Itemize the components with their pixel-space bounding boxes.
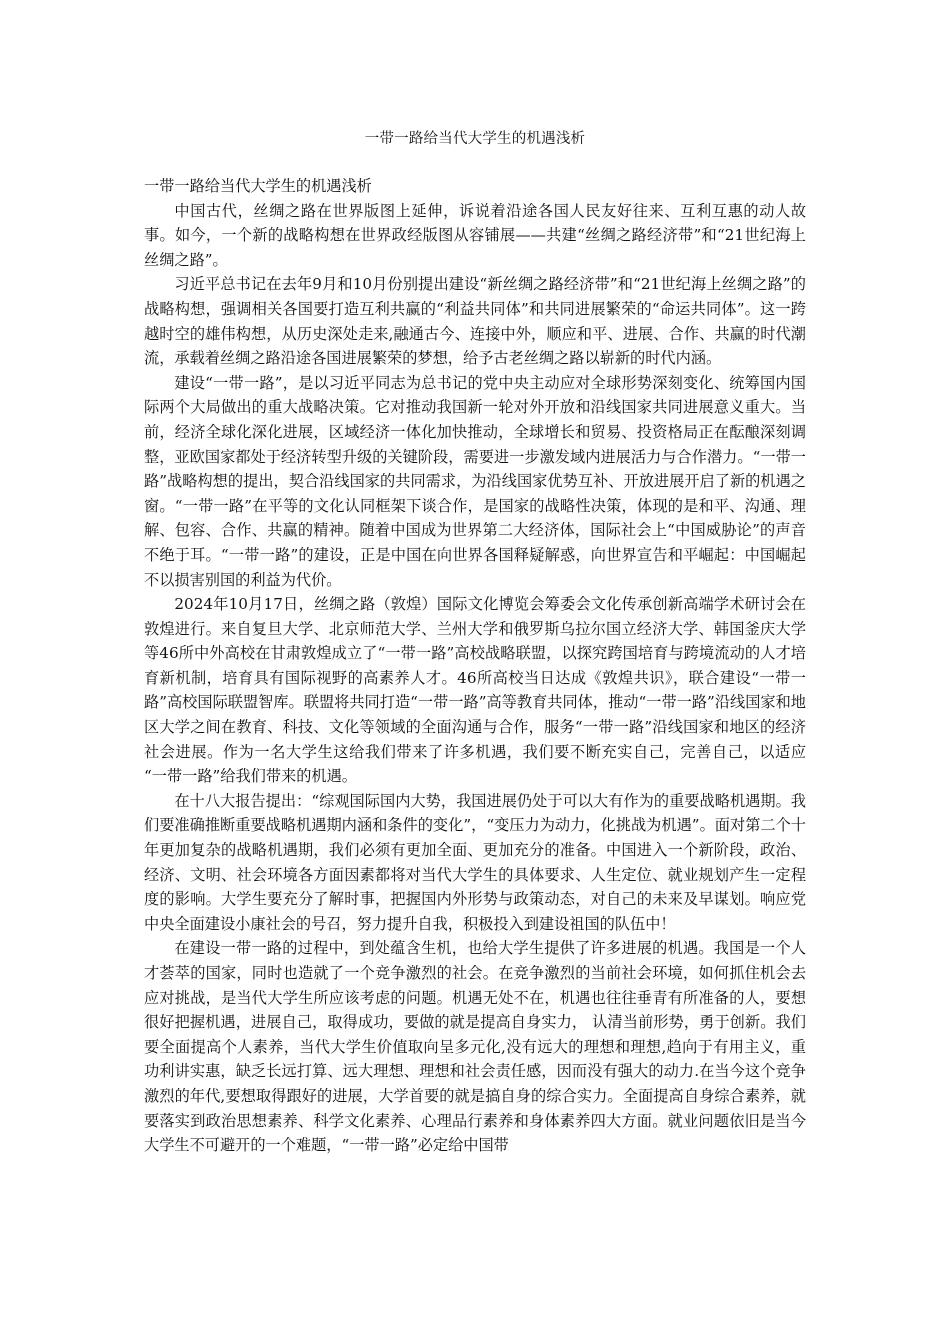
paragraph-university-alliance: 2024年10月17日，丝绸之路（敦煌）国际文化博览会筹委会文化传承创新高端学术研讨会在敦煌进行。来自复旦大学、北京师范大学、兰州大学和俄罗斯乌拉尔国立经济大学、韩国釜庆大学等46所中外高校在甘肃敦煌成立了“一带一路”高校战略联盟，以探究跨国培育与跨境流动的人才培育新机制，培育具有国际视野的高素养人才。46所高校当日达成《敦煌共识》，联合建设“一带一路”高校国际联盟智库。联盟将共同打造“一带一路”高等教育共同体，推动“一带一路”沿线国家和地区大学之间在教育、科技、文化等领域的全面沟通与合作，服务“一带一路”沿线国家和地区的经济社会进展。作为一名大学生这给我们带来了许多机遇，我们要不断充实自己，完善自己，以适应 “一带一路”给我们带来的机遇。 — [144, 595, 806, 786]
document-title: 一带一路给当代大学生的机遇浅析 — [364, 131, 586, 147]
body-subtitle: 一带一路给当代大学生的机遇浅析 — [144, 177, 372, 195]
paragraph-strategy-proposal: 习近平总书记在去年9月和10月份别提出建设“新丝绸之路经济带”和“21世纪海上丝绸之路”的战略构想，强调相关各国要打造互利共赢的“利益共同体”和共同进展繁荣的“命运共同体”。这一跨越时空的雄伟构想，从历史深处走来,融通古今、连接中外，顺应和平、进展、合作、共赢的时代潮流，承载着丝绸之路沿途各国进展繁荣的梦想，给予古老丝绸之路以崭新的时代内涵。 — [144, 275, 806, 368]
document-body — [144, 174, 806, 1158]
paragraph-strategic-decision: 建设“一带一路”，是以习近平同志为总书记的党中央主动应对全球形势深刻变化、统筹国内国际两个大局做出的重大战略决策。它对推动我国新一轮对外开放和沿线国家共同进展意义重大。当前，经济全球化深化进展，区域经济一体化加快推动，全球增长和贸易、投资格局正在酝酿深刻调整，亚欧国家都处于经济转型升级的关键阶段，需要进一步激发域内进展活力与合作潜力。“一带一路”战略构想的提出，契合沿线国家的共同需求，为沿线国家优势互补、开放进展开启了新的机遇之窗。“一带一路”在平等的文化认同框架下谈合作，是国家的战略性决策，体现的是和平、沟通、理解、包容、合作、共赢的精神。随着中国成为世界第二大经济体，国际社会上“中国威胁论”的声音不绝于耳。“一带一路”的建设，正是中国在向世界各国释疑解惑，向世界宣告和平崛起：中国崛起不以损害别国的利益为代价。 — [144, 373, 806, 589]
paragraph-opportunities: 在建设一带一路的过程中，到处蕴含生机，也给大学生提供了许多进展的机遇。我国是一个人才荟萃的国家，同时也造就了一个竞争激烈的社会。在竞争激烈的当前社会环境，如何抓住机会去应对挑战，是当代大学生所应该考虑的问题。机遇无处不在，机遇也往往垂青有所准备的人，要想很好把握机遇，进展自己，取得成功，要做的就是提高自身实力， 认清当前形势，勇于创新。我们要全面提高个人素养，当代大学生价值取向呈多元化,没有远大的理想和理想,趋向于有用主义，重功利讲实惠，缺乏长远打算、远大理想、理想和社会责任感，因而没有强大的动力.在当今这个竞争激烈的年代,要想取得跟好的进展，大学首要的就是搞自身的综合实力。全面提高自身综合素养，就要落实到政治思想素养、科学文化素养、心理品行素养和身体素养四大方面。就业问题依旧是当今大学生不可避开的一个难题，“一带一路”必定给中国带 — [144, 939, 806, 1155]
paragraph-eighteenth-congress: 在十八大报告提出：“综观国际国内大势，我国进展仍处于可以大有作为的重要战略机遇期。我们要准确推断重要战略机遇期内涵和条件的变化”，“变压力为动力，化挑战为机遇”。面对第二个十年更加复杂的战略机遇期，我们必须有更加全面、更加充分的准备。中国进入一个新阶段，政治、经济、文明、社会环境各方面因素都将对当代大学生的具体要求、人生定位、就业规划产生一定程度的影响。大学生要充分了解时事，把握国内外形势与政策动态，对自己的未来及早谋划。响应党中央全面建设小康社会的号召，努力提升自我，积极投入到建设祖国的队伍中！ — [144, 791, 806, 933]
paragraph-silk-road: 中国古代，丝绸之路在世界版图上延伸，诉说着沿途各国人民友好往来、互利互惠的动人故事。如今，一个新的战略构想在世界政经版图从容铺展——共建“丝绸之路经济带”和“21世纪海上丝绸之路”。 — [144, 201, 806, 269]
